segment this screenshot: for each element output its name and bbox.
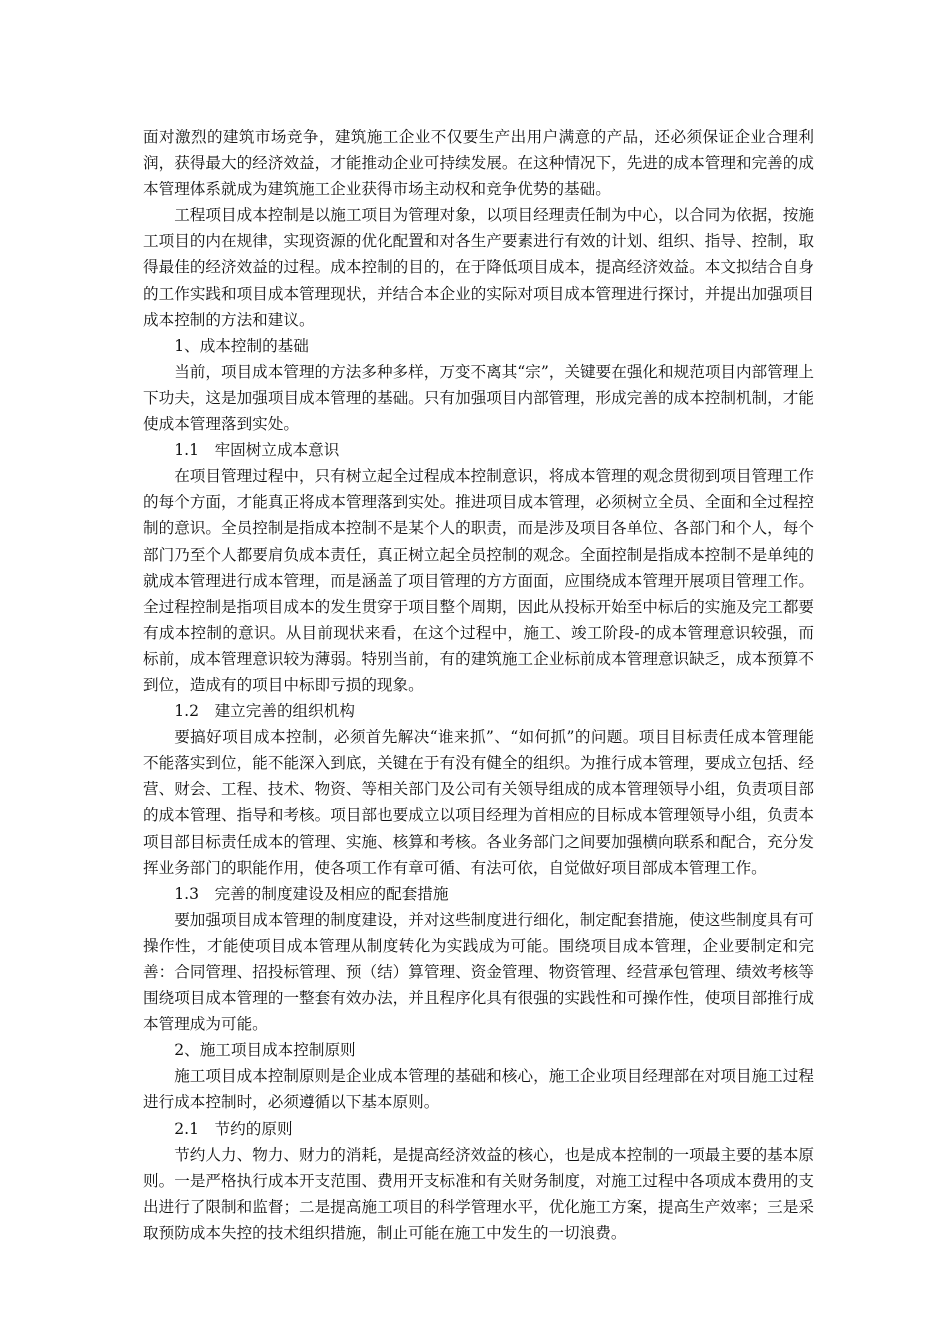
subsection-1-3-paragraph: 要加强项目成本管理的制度建设，并对这些制度进行细化，制定配套措施，使这些制度具有可操作性，才能使项目成本管理从制度转化为实践成为可能。围绕项目成本管理，企业要制定和完善：合同管理、招投标管理、预（结）算管理、资金管理、物资管理、经营承包管理、绩效考核等围绕项目成本管理的一整套有效办法，并且程序化具有很强的实践性和可操作性，使项目部推行成本管理成为可能。 — [143, 910, 814, 1034]
subsection-heading-2-1: 2.1 节约的原则 — [174, 1119, 293, 1138]
section-1-paragraph: 当前，项目成本管理的方法多种多样，万变不离其“宗”，关键要在强化和规范项目内部管理上下功夫，这是加强项目成本管理的基础。只有加强项目内部管理，形成完善的成本控制机制，才能使成本管理落到实处。 — [143, 362, 814, 434]
subsection-1-1-paragraph: 在项目管理过程中，只有树立起全过程成本控制意识，将成本管理的观念贯彻到项目管理工作的每个方面，才能真正将成本管理落到实处。推进项目成本管理，必须树立全员、全面和全过程控制的意识。全员控制是指成本控制不是某个人的职责，而是涉及项目各单位、各部门和个人，每个部门乃至个人都要肩负成本责任，真正树立起全员控制的观念。全面控制是指成本控制不是单纯的就成本管理进行成本管理，而是涵盖了项目管理的方方面面，应围绕成本管理开展项目管理工作。全过程控制是指项目成本的发生贯穿于项目整个周期，因此从投标开始至中标后的实施及完工都要有成本控制的意识。从目前现状来看，在这个过程中，施工、竣工阶段-的成本管理意识较强，而标前，成本管理意识较为薄弱。特别当前，有的建筑施工企业标前成本管理意识缺乏，成本预算不到位，造成有的项目中标即亏损的现象。 — [143, 467, 814, 694]
section-heading-1: 1、成本控制的基础 — [174, 336, 309, 355]
subsection-1-2-paragraph: 要搞好项目成本控制，必须首先解决“谁来抓”、“如何抓”的问题。项目目标责任成本管理能不能落实到位，能不能深入到底，关键在于有没有健全的组织。为推行成本管理，要成立包括、经营、财会、工程、技术、物资、等相关部门及公司有关领导组成的成本管理领导小组，负责项目部的成本管理、指导和考核。项目部也要成立以项目经理为首相应的目标成本管理领导小组，负责本项目部目标责任成本的管理、实施、核算和考核。各业务部门之间要加强横向联系和配合，充分发挥业务部门的职能作用，使各项工作有章可循、有法可依，自觉做好项目部成本管理工作。 — [143, 728, 814, 877]
intro-paragraph: 面对激烈的建筑市场竞争，建筑施工企业不仅要生产出用户满意的产品，还必须保证企业合理利润，获得最大的经济效益，才能推动企业可持续发展。在这种情况下，先进的成本管理和完善的成本管理体系就成为建筑施工企业获得市场主动权和竞争优势的基础。 — [143, 128, 814, 199]
overview-paragraph: 工程项目成本控制是以施工项目为管理对象，以项目经理责任制为中心，以合同为依据，按施工项目的内在规律，实现资源的优化配置和对各生产要素进行有效的计划、组织、指导、控制，取得最佳的经济效益的过程。成本控制的目的，在于降低项目成本，提高经济效益。本文拟结合自身的工作实践和项目成本管理现状，并结合本企业的实际对项目成本管理进行探讨，并提出加强项目成本控制的方法和建议。 — [143, 206, 814, 329]
subsection-2-1-paragraph: 节约人力、物力、财力的消耗，是提高经济效益的核心，也是成本控制的一项最主要的基本原则。一是严格执行成本开支范围、费用开支标准和有关财务制度，对施工过程中各项成本费用的支出进行了限制和监督；二是提高施工项目的科学管理水平，优化施工方案，提高生产效率；三是采取预防成本失控的技术组织措施，制止可能在施工中发生的一切浪费。 — [143, 1145, 814, 1242]
section-heading-2: 2、施工项目成本控制原则 — [174, 1041, 356, 1060]
section-2-paragraph: 施工项目成本控制原则是企业成本管理的基础和核心，施工企业项目经理部在对项目施工过程进行成本控制时，必须遵循以下基本原则。 — [143, 1067, 814, 1112]
subsection-heading-1-2: 1.2 建立完善的组织机构 — [174, 702, 355, 721]
document-body — [143, 124, 814, 1246]
subsection-heading-1-3: 1.3 完善的制度建设及相应的配套措施 — [174, 884, 449, 903]
subsection-heading-1-1: 1.1 牢固树立成本意识 — [174, 441, 340, 460]
